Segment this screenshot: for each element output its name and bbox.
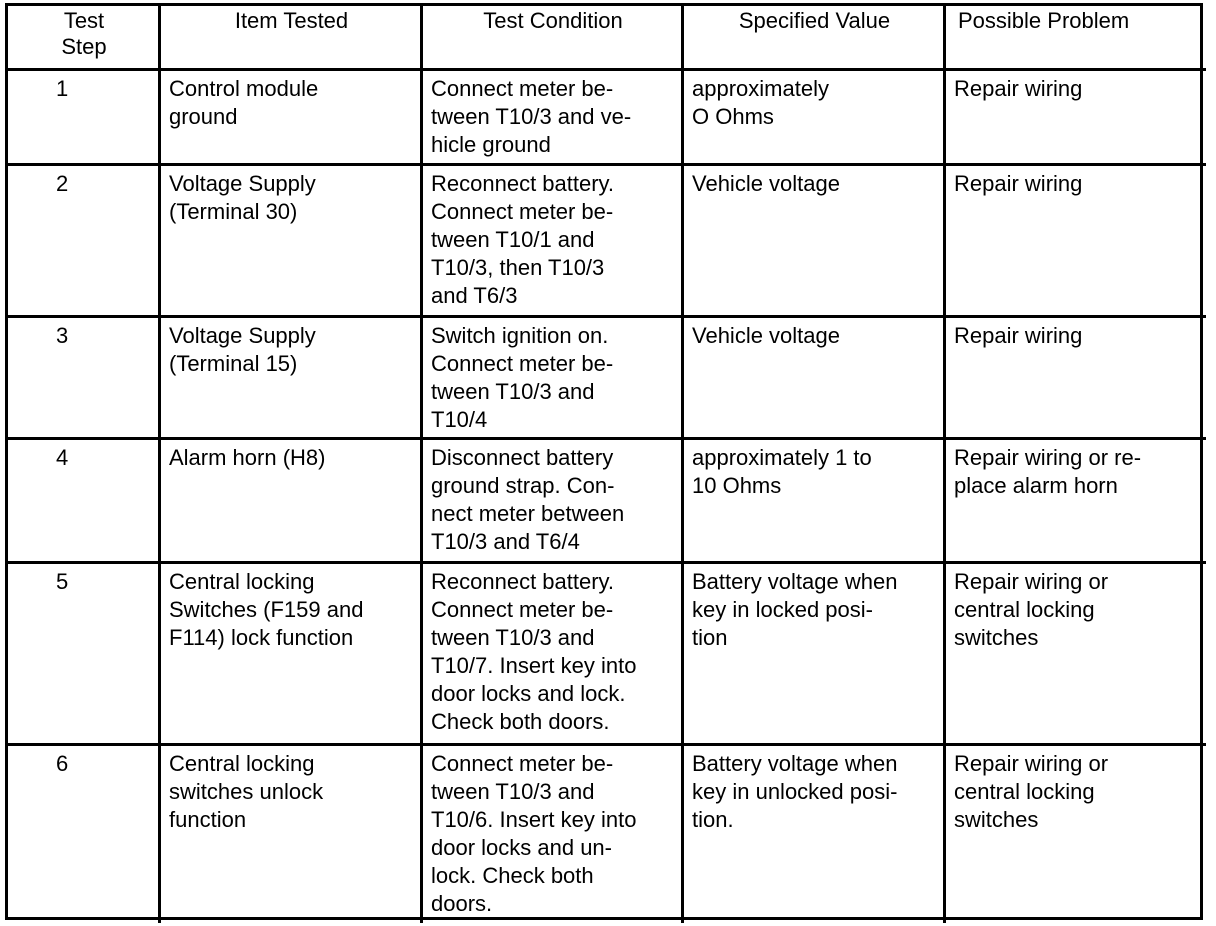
row-4-condition: Disconnect battery ground strap. Con- nect meter between T10/3 and T6/4 [423, 440, 684, 564]
row-6-condition: Connect meter be- tween T10/3 and T10/6. Insert key into door locks and un- lock. Check both doors. [423, 746, 684, 923]
row-3-item: Voltage Supply (Terminal 15) [161, 318, 423, 440]
row-3-problem: Repair wiring [946, 318, 1206, 440]
row-4-step: 4 [8, 440, 161, 564]
row-5-item: Central locking Switches (F159 and F114) lock function [161, 564, 423, 746]
row-2-value: Vehicle voltage [684, 166, 946, 318]
row-3-condition: Switch ignition on. Connect meter be- tween T10/3 and T10/4 [423, 318, 684, 440]
row-6-value: Battery voltage when key in unlocked posi- tion. [684, 746, 946, 923]
row-4-value: approximately 1 to 10 Ohms [684, 440, 946, 564]
header-test-condition: Test Condition [423, 6, 684, 71]
header-possible-problem: Possible Problem [946, 6, 1206, 71]
row-1-problem: Repair wiring [946, 71, 1206, 166]
row-5-problem: Repair wiring or central locking switches [946, 564, 1206, 746]
header-test-step: Test Step [8, 6, 161, 71]
header-specified-value: Specified Value [684, 6, 946, 71]
row-2-problem: Repair wiring [946, 166, 1206, 318]
row-4-item: Alarm horn (H8) [161, 440, 423, 564]
row-1-step: 1 [8, 71, 161, 166]
row-1-item: Control module ground [161, 71, 423, 166]
row-6-problem: Repair wiring or central locking switches [954, 751, 1109, 832]
row-4-problem: Repair wiring or re- place alarm horn [946, 440, 1206, 564]
row-2-item: Voltage Supply (Terminal 30) [161, 166, 423, 318]
row-3-step: 3 [8, 318, 161, 440]
row-5-step: 5 [8, 564, 161, 746]
row-1-value: approximately O Ohms [684, 71, 946, 166]
row-1-condition: Connect meter be- tween T10/3 and ve- hicle ground [423, 71, 684, 166]
row-6-step: 6 [8, 746, 161, 923]
row-2-step: 2 [8, 166, 161, 318]
row-3-value: Vehicle voltage [684, 318, 946, 440]
row-5-value: Battery voltage when key in locked posi- tion [684, 564, 946, 746]
header-item-tested: Item Tested [161, 6, 423, 71]
row-5-condition: Reconnect battery. Connect meter be- tween T10/3 and T10/7. Insert key into door locks and lock. Check both doors. [423, 564, 684, 746]
test-table [5, 3, 1203, 920]
row-6-item: Central locking switches unlock function [161, 746, 423, 923]
row-2-condition: Reconnect battery. Connect meter be- tween T10/1 and T10/3, then T10/3 and T6/3 [423, 166, 684, 318]
